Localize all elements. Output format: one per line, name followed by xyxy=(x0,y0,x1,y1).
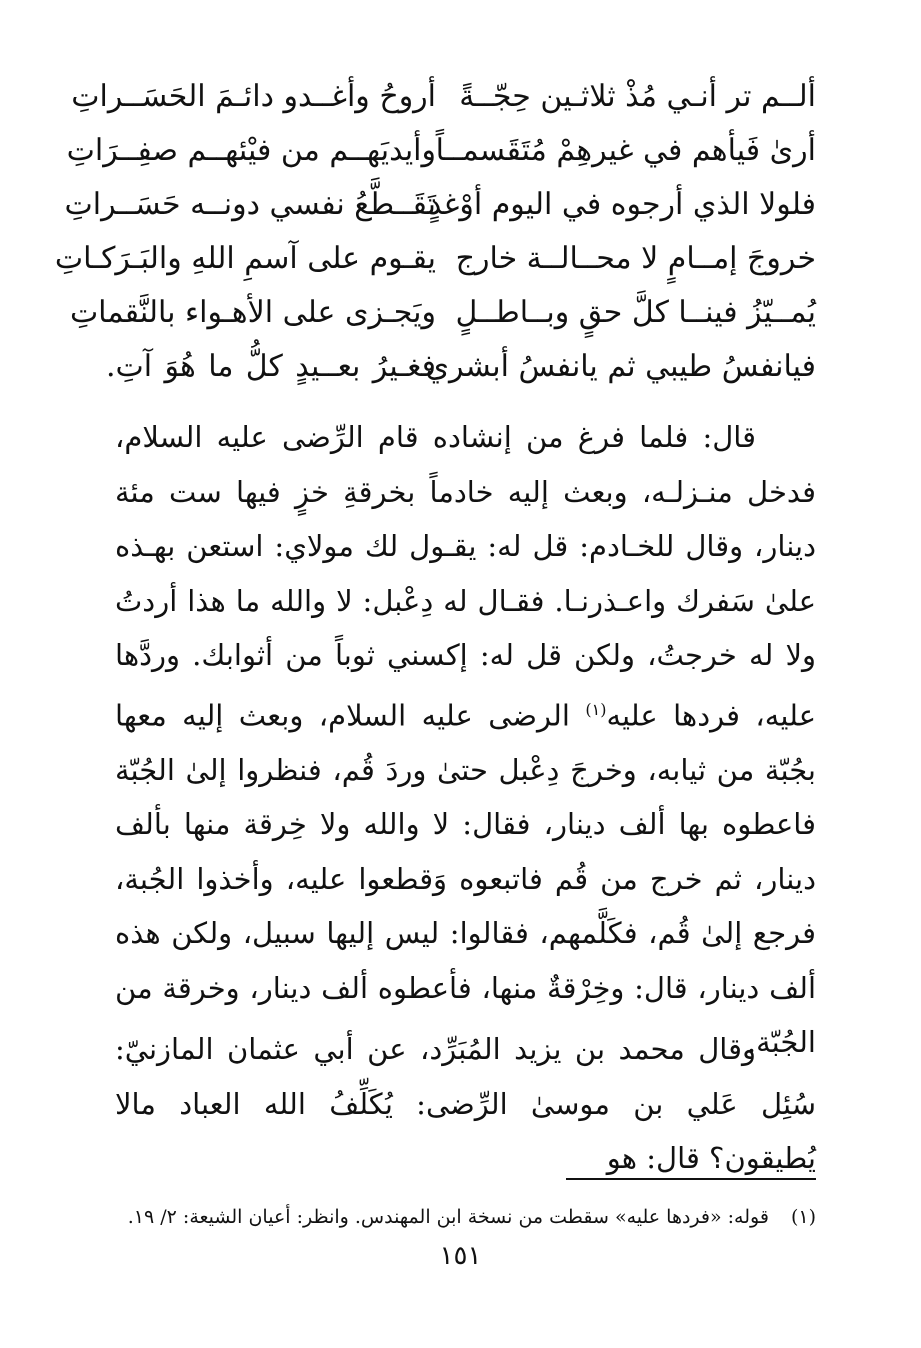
body-paragraph xyxy=(115,410,816,1070)
verse xyxy=(0,232,921,286)
verse-first-hemistich: فلولا الذي أرجوه في اليوم أوْغدٍ xyxy=(427,187,816,222)
footnote-number: (١) xyxy=(790,1206,816,1228)
verse xyxy=(0,70,921,124)
page-number: ١٥١ xyxy=(439,1241,482,1271)
footnote-separator xyxy=(566,1178,816,1180)
verse-first-hemistich: فيانفسُ طيبي ثم يانفسُ أبشري xyxy=(425,349,816,384)
verse xyxy=(0,178,921,232)
verse-second-hemistich: فغـيرُ بعــيدٍ كلُّ ما هُوَ آتِ. xyxy=(106,349,436,384)
verse-first-hemistich: يُمــيّزُ فينــا كلَّ حقٍ وبــاطــلٍ xyxy=(455,295,816,330)
verse-second-hemistich: يقـوم على آسمِ اللهِ والبَـرَكـاتِ xyxy=(54,241,436,276)
verse-second-hemistich: أروحُ وأغــدو دائـمَ الحَسَــراتِ xyxy=(71,79,436,114)
paragraph-text: وقال محمد بن يزيد المُبَرِّد، عن أبي عثمان المازنيّ: سُئِل عَلي بن موسىٰ الرِّضى: يُكَلِّفُ الله العباد مالا يُطيقون؟ قال: هو xyxy=(115,1032,816,1175)
footnote xyxy=(96,1200,816,1234)
verse-first-hemistich: خروجَ إمــامٍ لا محــالــة خارج xyxy=(455,241,816,276)
verse xyxy=(0,286,921,340)
footnote-reference: (١) xyxy=(585,699,607,719)
body-paragraph xyxy=(115,1022,816,1186)
verse-second-hemistich: تَقَــطَّعُ نفسي دونــه حَسَــراتِ xyxy=(64,187,436,222)
paragraph-text-before-note: قال: فلما فرغ من إنشاده قام الرِّضى عليه السلام، فدخل منـزلـه، وبعث إليه خادماً بخرقةِ خزٍ فيها ست مئة دينار، وقال للخـادم: قل له: يقـول لك مولاي: استعن بهـذه علىٰ سَفرك واعـذرنـا. فقـال له دِعْبل: لا والله ما هذا أردتُ ولا له خرجتُ، ولكن قل له: إكسني ثوباً من أثوابك. وردَّها عليه، فردها عليه xyxy=(115,420,816,733)
verse-second-hemistich: وأيديَهــم من فيْئهــم صفِــرَاتِ xyxy=(66,133,436,168)
verse-first-hemistich: أرىٰ فَيأهم في غيرهِمْ مُتَقَسمــاً xyxy=(435,133,816,168)
verse-first-hemistich: ألــم تر أنـي مُذْ ثلاثـين حِجّــةً xyxy=(459,79,816,114)
verse-second-hemistich: ويَجـزى على الأهـواء بالنَّقماتِ xyxy=(69,295,436,330)
footnote-text: قوله: «فردها عليه» سقطت من نسخة ابن المهندس. وانظر: أعيان الشيعة: ٢/ ١٩. xyxy=(127,1206,769,1228)
verse xyxy=(0,124,921,178)
paragraph-text-after-note: الرضى عليه السلام، وبعث إليه معها بجُبّة من ثيابه، وخرجَ دِعْبل حتىٰ وردَ قُم، فنظروا إلىٰ الجُبّة فاعطوه بها ألف دينار، فقال: لا والله ولا خِرقة منها بألف دينار، ثم خرج من قُم فاتبعوه وَقطعوا عليه، وأخذوا الجُبة، فرجع إلىٰ قُم، فكَلَّمهم، فقالوا: ليس إليها سبيل، ولكن هذه ألف دينار، قال: وخِرْقةٌ منها، فأعطوه ألف دينار، وخرقة من الجُبّة. xyxy=(115,698,816,1060)
verse xyxy=(0,340,921,394)
